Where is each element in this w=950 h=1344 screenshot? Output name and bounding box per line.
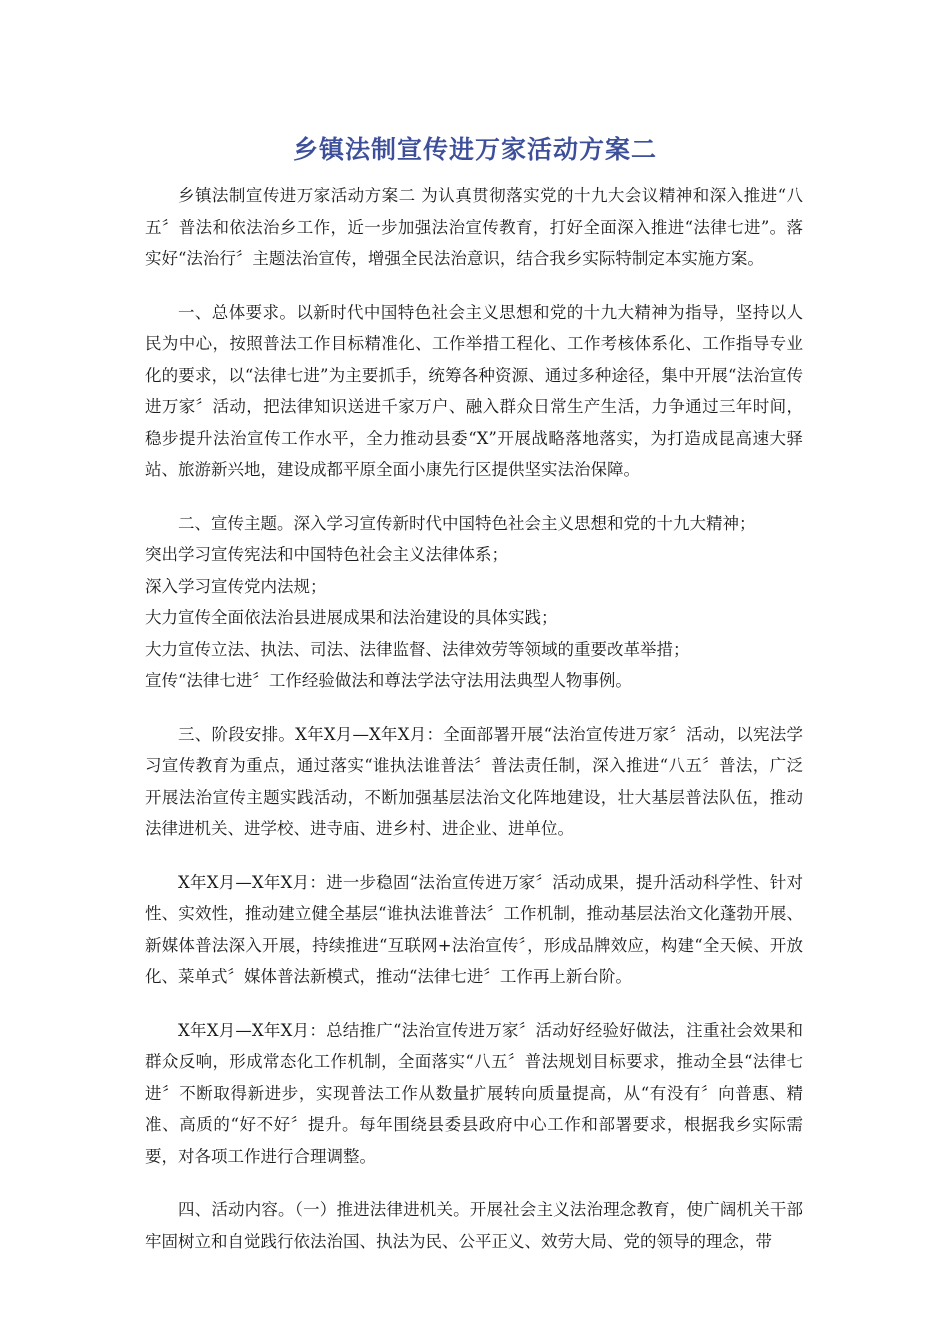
section-stage-arrangement: 三、阶段安排。X年X月—X年X月：全面部署开展“法治宣传进万家〞活动，以宪法学习宣传教育为重点，通过落实“谁执法谁普法〞普法责任制，深入推进“八五〞普法，广泛开展法治宣传主题实践活动，不断加强基层法治文化阵地建设，壮大基层普法队伍，推动法律进机关、进学校、进寺庙、进乡村、进企业、进单位。 bbox=[145, 724, 803, 838]
themes-lead-line: 二、宣传主题。深入学习宣传新时代中国特色社会主义思想和党的十九大精神； bbox=[178, 513, 756, 533]
document-title: 乡镇法制宣传进万家活动方案二 bbox=[292, 135, 657, 164]
themes-line-5: 宣传“法律七进〞工作经验做法和尊法学法守法用法典型人物事例。 bbox=[145, 671, 632, 690]
themes-line-2: 深入学习宣传党内法规； bbox=[145, 576, 327, 596]
themes-line-3: 大力宣传全面依法治县进展成果和法治建设的具体实践； bbox=[145, 608, 558, 627]
intro-paragraph: 乡镇法制宣传进万家活动方案二 为认真贯彻落实党的十九大会议精神和深入推进“八五〞普法和依法治乡工作，近一步加强法治宣传教育，打好全面深入推进“法律七进”。落实好“法治行〞主题法治宣传，增强全民法治意识，结合我乡实际特制定本实施方案。 bbox=[145, 186, 803, 268]
themes-line-4: 大力宣传立法、执法、司法、法律监督、法律效劳等领域的重要改革举措； bbox=[145, 639, 690, 659]
stage-two-paragraph: X年X月—X年X月：进一步稳固“法治宣传进万家〞活动成果，提升活动科学性、针对性、实效性，推动建立健全基层“谁执法谁普法〞工作机制，推动基层法治文化蓬勃开展、新媒体普法深入开展，持续推进“互联网+法治宣传〞，形成品牌效应，构建“全天候、开放化、菜单式〞媒体普法新模式，推动“法律七进〞工作再上新台阶。 bbox=[145, 872, 803, 986]
section-themes bbox=[145, 508, 803, 697]
themes-line-1: 突出学习宣传宪法和中国特色社会主义法律体系； bbox=[145, 545, 508, 564]
stage-three-paragraph: X年X月—X年X月：总结推广“法治宣传进万家〞活动好经验好做法，注重社会效果和群众反响，形成常态化工作机制，全面落实“八五〞普法规划目标要求，推动全县“法律七进〞不断取得新进步，实现普法工作从数量扩展转向质量提高，从“有没有〞向普惠、精准、高质的“好不好〞提升。每年围绕县委县政府中心工作和部署要求，根据我乡实际需要，对各项工作进行合理调整。 bbox=[145, 1020, 803, 1166]
document-body bbox=[145, 180, 803, 1279]
section-general-requirements: 一、总体要求。以新时代中国特色社会主义思想和党的十九大精神为指导，坚持以人民为中心，按照普法工作目标精准化、工作举措工程化、工作考核体系化、工作指导专业化的要求，以“法律七进”为主要抓手，统筹各种资源、通过多种途径，集中开展“法治宣传进万家〞活动，把法律知识送进千家万户、融入群众日常生产生活，力争通过三年时间，稳步提升法治宣传工作水平，全力推动县委“X”开展战略落地落实，为打造成昆高速大驿站、旅游新兴地，建设成都平原全面小康先行区提供坚实法治保障。 bbox=[145, 302, 803, 479]
section-activity-content: 四、活动内容。（一）推进法律进机关。开展社会主义法治理念教育，使广阔机关干部牢固树立和自觉践行依法治国、执法为民、公平正义、效劳大局、党的领导的理念，带 bbox=[145, 1200, 803, 1251]
